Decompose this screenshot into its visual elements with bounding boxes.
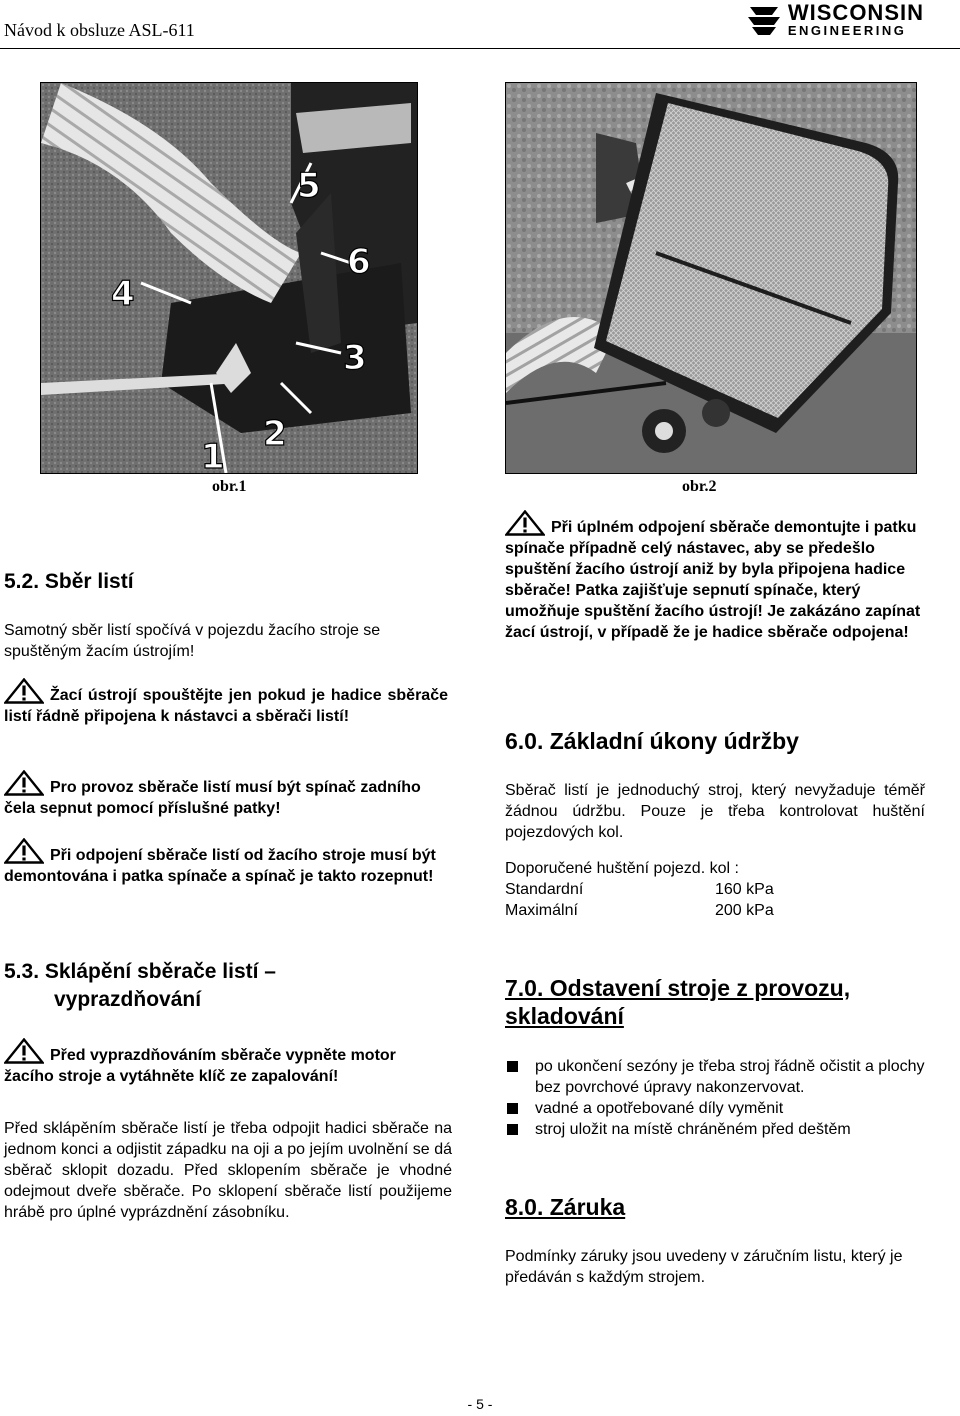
- section-5-3-title-line1: 5.3. Sklápění sběrače listí –: [4, 960, 276, 983]
- warning-1-text: Žací ústrojí spouštějte jen pokud je hadice sběrače listí řádně připojena k nástavci a sběrači listí!: [4, 687, 448, 725]
- list-item: po ukončení sezóny je třeba stroj řádně očistit a plochy bez povrchové úpravy nakonzervovat.: [505, 1056, 935, 1098]
- warning-triangle-icon: [505, 510, 545, 536]
- warning-triangle-icon: [4, 1038, 44, 1064]
- warning-disconnect: [4, 838, 448, 887]
- fig1-label-4: 4: [111, 274, 135, 314]
- warning-triangle-icon: [4, 838, 44, 864]
- figure-2-illustration: [506, 83, 916, 473]
- warning-2-text: Pro provoz sběrače listí musí být spínač zadního čela sepnut pomocí příslušné patky!: [4, 779, 421, 817]
- warning-4-text: Před vyprazdňováním sběrače vypněte motor žacího stroje a vytáhněte klíč ze zapalování!: [4, 1047, 396, 1085]
- document-title: Návod k obsluze ASL-611: [4, 20, 195, 40]
- warning-5-text: Při úplném odpojení sběrače demontujte i patku spínače případně celý nástavec, aby se předešlo spuštění žacího ústrojí aniž by byla připojena hadice sběrače! Patka zajišťuje sepnutí spínače, který umožňuje spuštění žacího ústrojí! Je zakázáno zapínat žací ústrojí, v případě že je hadice sběrače odpojena!: [505, 519, 921, 641]
- section-5-3-title-line2: vyprazdňování: [54, 988, 202, 1011]
- pressure-row-standard: [505, 879, 925, 900]
- section-6-0-title: 6.0. Základní úkony údržby: [505, 728, 799, 754]
- storage-list: [505, 1056, 935, 1140]
- fig1-label-5: 5: [297, 166, 321, 206]
- pressure-label: Standardní: [505, 881, 584, 898]
- section-7-0-title-line2: skladování: [505, 1003, 624, 1029]
- section-7-0-title: [505, 974, 850, 1030]
- pressure-row-max: [505, 900, 925, 921]
- warning-triangle-icon: [4, 678, 44, 704]
- fig1-label-3: 3: [343, 338, 367, 378]
- tyre-pressure-title: Doporučené huštění pojezd. kol :: [505, 860, 739, 877]
- section-5-3-text: Před sklápěním sběrače listí je třeba odpojit hadici sběrače na jednom konci a odjistit západku na oji a po jejím uvolnění se dá sběrač sklopit dozadu. Před sklopením sběrače je vhodné odejmout dveře sběrače. Po sklopení sběrače listí použijeme hrábě pro úplné vyprázdnění zásobníku.: [4, 1120, 452, 1221]
- logo-line1: WISCONSIN: [787, 0, 924, 25]
- section-5-2-title: 5.2. Sběr listí: [4, 570, 134, 593]
- section-7-0-title-line1: 7.0. Odstavení stroje z provozu,: [505, 975, 851, 1001]
- pressure-label: Maximální: [505, 902, 578, 919]
- page-number: - 5 -: [467, 1396, 493, 1412]
- section-8-0-title: 8.0. Záruka: [505, 1194, 626, 1220]
- figure-2-caption: obr.2: [682, 478, 717, 495]
- fig1-label-2: 2: [263, 414, 287, 454]
- figure-1-illustration: [41, 83, 417, 473]
- logo-line2: ENGINEERING: [787, 23, 907, 38]
- section-5-2-text: Samotný sběr listí spočívá v pojezdu žacího stroje se spuštěným žacím ústrojím!: [4, 622, 381, 660]
- tyre-pressure-block: [505, 858, 925, 921]
- pressure-value: 160 kPa: [715, 881, 774, 898]
- warning-hose-connected: [4, 678, 448, 727]
- section-6-0-text: Sběrač listí je jednoduchý stroj, který nevyžaduje téměř žádnou údržbu. Pouze je třeba kontrolovat huštění pojezdových kol.: [505, 782, 925, 841]
- header-rule: [0, 48, 960, 49]
- figure-1-caption: obr.1: [212, 478, 247, 495]
- figure-1-photo: [40, 82, 418, 474]
- warning-full-disconnect: [505, 510, 925, 643]
- fig1-label-1: 1: [201, 437, 225, 473]
- figure-2-photo: [505, 82, 917, 474]
- list-item: stroj uložit na místě chráněném před deštěm: [505, 1119, 935, 1140]
- logo-emblem-icon: [746, 3, 782, 37]
- warning-triangle-icon: [4, 770, 44, 796]
- wisconsin-logo: [746, 2, 924, 37]
- section-5-3-title: [4, 958, 276, 1014]
- section-8-0-text: Podmínky záruky jsou uvedeny v záručním listu, který je předáván s každým strojem.: [505, 1248, 903, 1286]
- warning-switch-engaged: [4, 770, 448, 819]
- list-item: vadné a opotřebované díly vyměnit: [505, 1098, 935, 1119]
- fig1-label-6: 6: [347, 242, 371, 282]
- warning-3-text: Při odpojení sběrače listí od žacího stroje musí být demontována i patka spínače a spínač je takto rozepnut!: [4, 847, 436, 885]
- warning-empty-collector: [4, 1038, 448, 1087]
- pressure-value: 200 kPa: [715, 902, 774, 919]
